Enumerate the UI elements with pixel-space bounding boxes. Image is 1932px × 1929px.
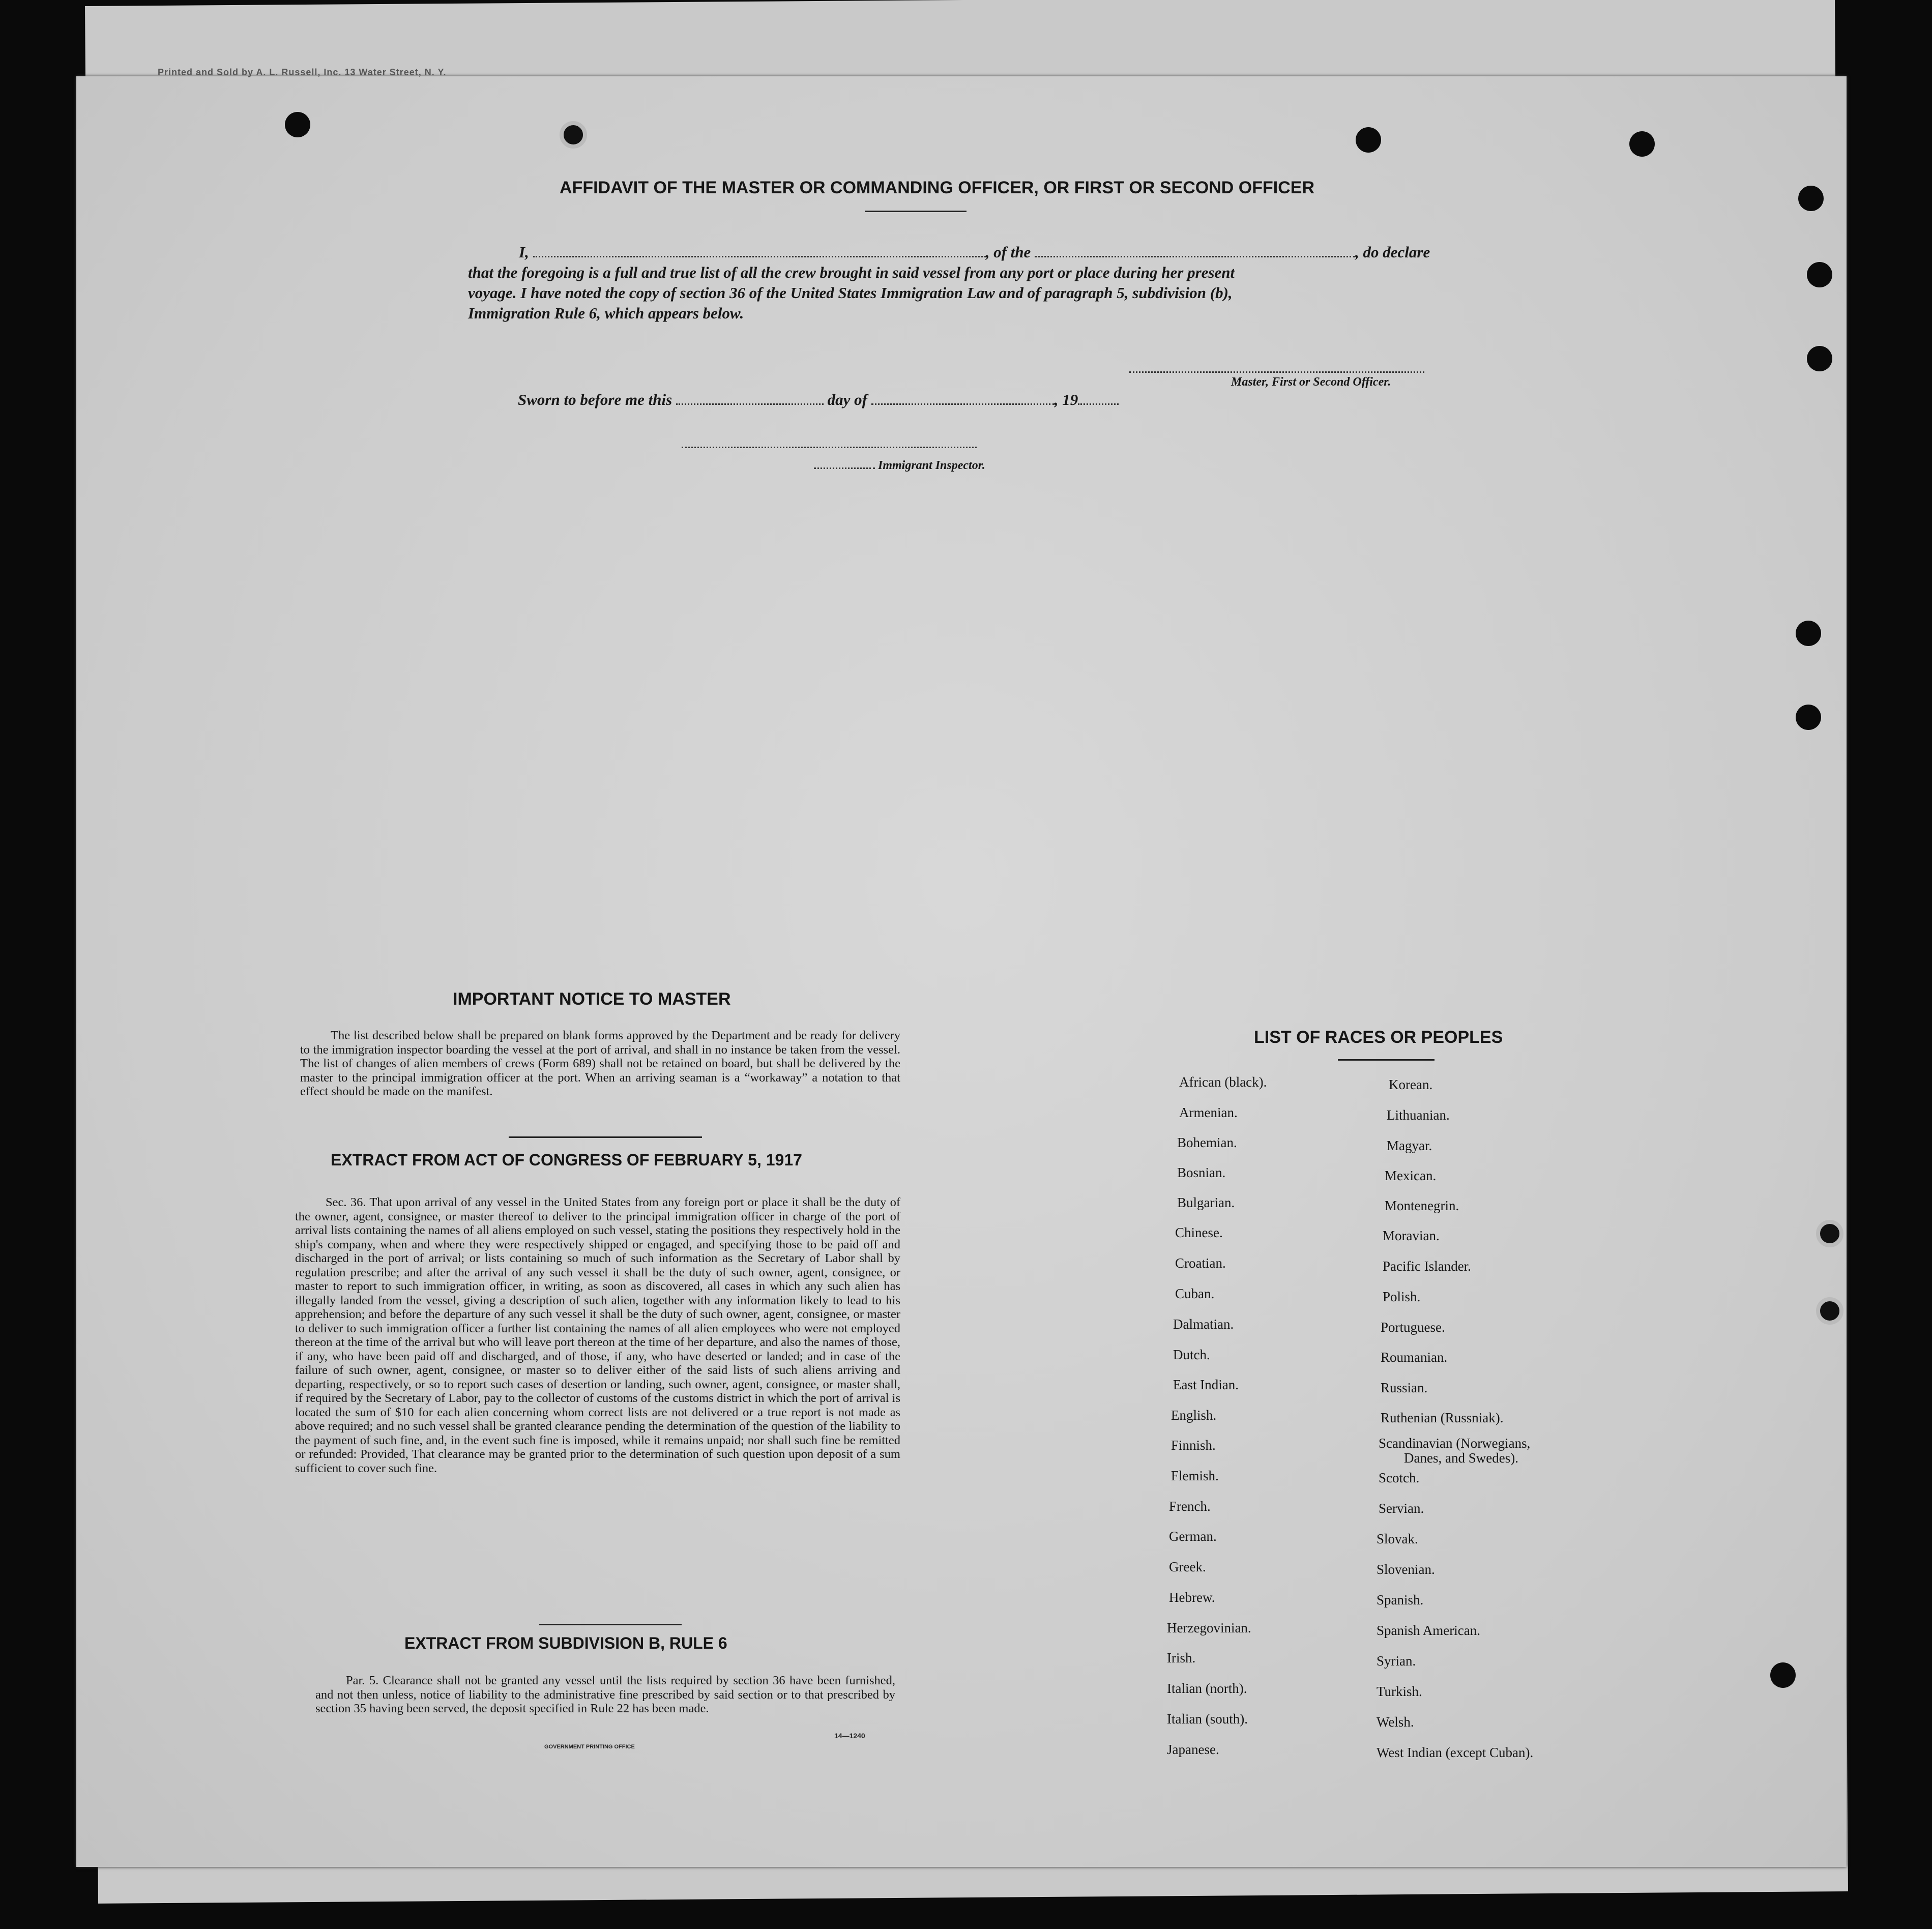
i-label: I,	[519, 243, 529, 261]
race-item: English.	[1171, 1408, 1217, 1423]
sworn-day-field[interactable]	[676, 392, 824, 405]
race-item: Scotch.	[1379, 1470, 1420, 1485]
affidavit-line-3: voyage. I have noted the copy of section 36 of the United States Immigration Law and of paragraph 5, subdivision (b),	[468, 284, 1233, 302]
race-item: Roumanian.	[1381, 1350, 1448, 1365]
affidavit-line-2: that the foregoing is a full and true list of all the crew brought in said vessel from any port or place during her present	[468, 264, 1235, 281]
extract-act-paragraph: Sec. 36. That upon arrival of any vessel in the United States from any foreign port or place it shall be the duty of the owner, agent, consignee, or master thereof to deliver to the principal immigration officer in charge of the port of arrival lists containing the names of all aliens employed on such vessel, stating the positions they respectively hold in the ship's company, when and where they were respectively shipped or engaged, and specifying those to be paid off and discharged in the port of arrival; or lists containing so much of such information as the Secretary of Labor shall by regulation prescribe; and after the arrival of any such vessel it shall be the duty of such owner, agent, consignee, or master to report to such immigration officer, in writing, as soon as discovered, all cases in which any such alien has illegally landed from the vessel, giving a description of such alien, together with any information likely to lead to his apprehension; and before the departure of any such vessel it shall be the duty of such owner, agent, consignee, or master to deliver to such immigration officer a further list containing the names of all alien employees who were not employed thereon at the time of the arrival but who will leave port thereon at the time of her departure, and also the names of those, if any, who have been paid off and discharged, and of those, if any, who have deserted or landed; and in case of the failure of such owner, agent, consignee, or master so to deliver either of the said lists of such aliens arriving and departing, respectively, or so to report such cases of desertion or landing, such owner, agent, consignee, or master shall, if required by the Secretary of Labor, pay to the collector of customs of the customs district in which the port of arrival is located the sum of $10 for each alien concerning whom correct lists are not delivered or a true report is not made as above required; and no such vessel shall be granted clearance pending the determination of the question of the liability to the payment of such fine, and, in the event such fine is imposed, while it remains unpaid; nor shall such fine be remitted or refunded: Provided, That clearance may be granted prior to the determination of such question upon deposit of a sum sufficient to cover such fine.	[295, 1195, 900, 1475]
punch-hole	[1807, 262, 1832, 287]
day-of-label: day of	[827, 391, 867, 408]
race-item: Italian (south).	[1167, 1711, 1248, 1727]
extract-act-text	[295, 1195, 900, 1475]
divider	[865, 211, 967, 212]
race-item: Montenegrin.	[1385, 1198, 1459, 1213]
race-item: Portuguese.	[1381, 1320, 1445, 1335]
divider	[539, 1624, 682, 1625]
punch-hole	[1796, 705, 1821, 730]
extract-act-title: EXTRACT FROM ACT OF CONGRESS OF FEBRUARY 5, 1917	[331, 1151, 802, 1169]
affidavit-title: AFFIDAVIT OF THE MASTER OR COMMANDING OFFICER, OR FIRST OR SECOND OFFICER	[560, 178, 1314, 197]
race-item: Chinese.	[1175, 1225, 1223, 1240]
race-item: Bosnian.	[1177, 1165, 1226, 1180]
race-item: Dutch.	[1173, 1347, 1210, 1362]
punch-hole	[1798, 186, 1824, 211]
race-item: Dalmatian.	[1173, 1317, 1234, 1332]
race-item: Croatian.	[1175, 1255, 1226, 1271]
punch-hole	[1770, 1662, 1796, 1688]
race-item: Russian.	[1381, 1380, 1428, 1395]
punch-hole	[1816, 1297, 1843, 1325]
race-item: Slovenian.	[1377, 1562, 1435, 1577]
inspector-label-line	[814, 459, 985, 473]
notice-text	[300, 1029, 900, 1099]
race-item: Moravian.	[1383, 1228, 1440, 1243]
race-item: Cuban.	[1175, 1286, 1215, 1301]
extract-rule-text	[315, 1674, 895, 1716]
race-item: Greek.	[1169, 1559, 1206, 1574]
inspector-signature-field[interactable]	[682, 435, 977, 448]
sworn-year-field[interactable]	[1078, 392, 1119, 405]
race-item: Turkish.	[1377, 1684, 1422, 1699]
notice-paragraph: The list described below shall be prepared on blank forms approved by the Department and be ready for delivery to the immigration inspector boarding the vessel at the port of arrival, and shall in no instance be taken from the vessel. The list of changes of alien members of crews (Form 689) shall not be retained on board, but shall be delivered by the master to the principal immigration officer at the port. When an arriving seaman is a “workaway” a notation to that effect should be made on the manifest.	[300, 1029, 900, 1098]
affidavit-line-1	[519, 243, 1430, 261]
races-title: LIST OF RACES OR PEOPLES	[1254, 1028, 1503, 1047]
race-item: Welsh.	[1377, 1714, 1414, 1730]
race-item: Servian.	[1379, 1501, 1424, 1516]
form-number: 14—1240	[834, 1732, 865, 1740]
race-item: Slovak.	[1377, 1531, 1418, 1546]
race-item: Japanese.	[1167, 1742, 1219, 1757]
vessel-name-field[interactable]	[1035, 245, 1355, 257]
race-item: Italian (north).	[1167, 1681, 1247, 1696]
race-item: German.	[1169, 1529, 1217, 1544]
race-item: Irish.	[1167, 1650, 1196, 1665]
master-signature-label: Master, First or Second Officer.	[1231, 375, 1391, 389]
form-sheet	[76, 76, 1847, 1867]
race-item: Spanish American.	[1377, 1623, 1480, 1638]
race-item: Bohemian.	[1177, 1135, 1237, 1150]
printing-office: GOVERNMENT PRINTING OFFICE	[544, 1744, 635, 1750]
year-prefix: , 19	[1054, 391, 1078, 408]
sworn-line	[518, 391, 1119, 409]
race-item: Syrian.	[1377, 1653, 1416, 1669]
race-item: Herzegovinian.	[1167, 1620, 1251, 1635]
race-item: Hebrew.	[1169, 1590, 1215, 1605]
punch-hole	[1796, 621, 1821, 646]
notice-title: IMPORTANT NOTICE TO MASTER	[453, 989, 731, 1009]
of-the-label: , of the	[985, 243, 1031, 261]
race-item: Polish.	[1383, 1289, 1421, 1304]
punch-hole	[285, 112, 310, 137]
race-item: Ruthenian (Russniak).	[1381, 1410, 1504, 1425]
printer-line: Printed and Sold by A. L. Russell, Inc. 13 Water Street, N. Y.	[158, 67, 447, 77]
race-item: Pacific Islander.	[1383, 1259, 1471, 1274]
race-item: Flemish.	[1171, 1468, 1219, 1483]
punch-hole	[1816, 1220, 1843, 1247]
sworn-month-field[interactable]	[871, 392, 1055, 405]
race-item: Finnish.	[1171, 1438, 1216, 1453]
race-item: African (black).	[1179, 1074, 1267, 1090]
punch-hole	[1356, 127, 1381, 153]
do-declare-label: , do declare	[1355, 243, 1430, 261]
master-name-field[interactable]	[533, 245, 986, 257]
race-item: Lithuanian.	[1387, 1107, 1450, 1123]
extract-rule-paragraph: Par. 5. Clearance shall not be granted any vessel until the lists required by section 36 have been furnished, and not then unless, notice of liability to the administrative fine prescribed by said section or to that prescribed by section 35 having been served, the deposit specified in Rule 22 has been made.	[315, 1674, 895, 1715]
affidavit-line-4: Immigration Rule 6, which appears below.	[468, 304, 744, 322]
race-item: Mexican.	[1385, 1168, 1437, 1183]
punch-hole	[1807, 346, 1832, 371]
race-item: East Indian.	[1173, 1377, 1239, 1392]
punch-hole	[560, 121, 587, 149]
sworn-label: Sworn to before me this	[518, 391, 672, 408]
race-item: Korean.	[1389, 1077, 1433, 1092]
extract-rule-title: EXTRACT FROM SUBDIVISION B, RULE 6	[404, 1634, 727, 1652]
master-signature-field[interactable]	[1129, 360, 1424, 373]
punch-hole	[1629, 131, 1655, 157]
race-item: Armenian.	[1179, 1105, 1238, 1120]
race-item: French.	[1169, 1499, 1211, 1514]
divider	[1338, 1059, 1435, 1061]
race-item: Spanish.	[1377, 1592, 1424, 1608]
inspector-dots	[814, 460, 875, 469]
race-item: Bulgarian.	[1177, 1195, 1235, 1210]
race-item: West Indian (except Cuban).	[1377, 1745, 1534, 1760]
inspector-label: Immigrant Inspector.	[878, 459, 985, 472]
race-item: Scandinavian (Norwegians,	[1379, 1436, 1531, 1451]
race-item: Danes, and Swedes).	[1404, 1450, 1518, 1466]
divider	[509, 1136, 702, 1138]
race-item: Magyar.	[1387, 1138, 1432, 1153]
